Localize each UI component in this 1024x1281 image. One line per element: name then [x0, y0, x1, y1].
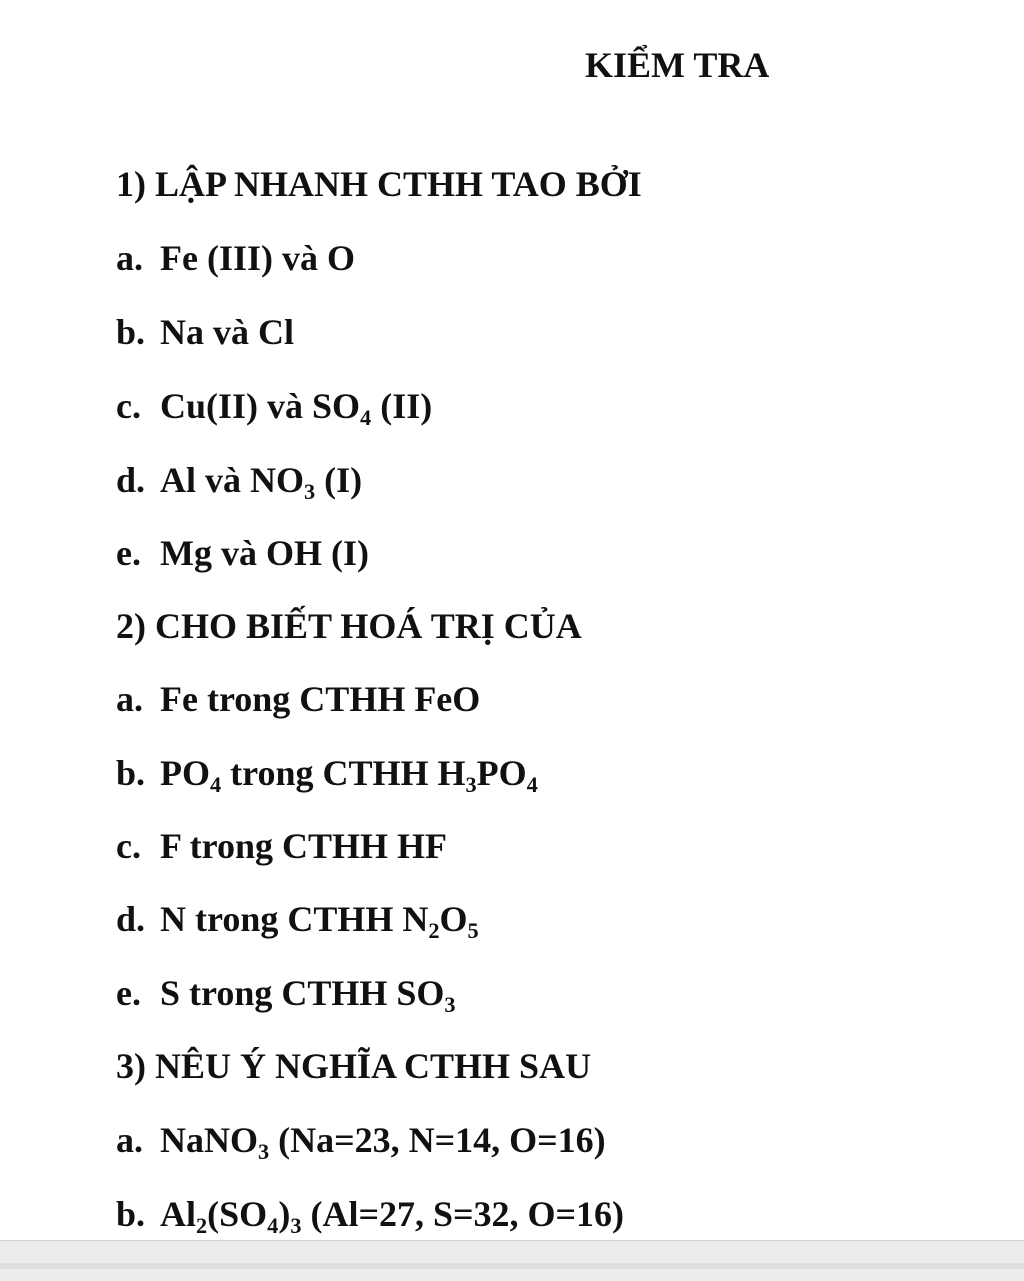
list-item [116, 828, 447, 864]
item-text: trong CTHH H [221, 753, 466, 793]
subscript: 2 [428, 918, 440, 944]
item-text: O [439, 899, 468, 939]
item-text: N trong CTHH N [160, 899, 429, 939]
item-label: c. [116, 386, 141, 426]
item-label: b. [116, 753, 146, 793]
item-text: Fe trong CTHH FeO [160, 679, 481, 719]
section-title: LẬP NHANH CTHH TAO BỞI [155, 164, 642, 204]
horizontal-scrollbar[interactable] [0, 1240, 1024, 1281]
item-text: Al và NO [160, 460, 304, 500]
subscript: 4 [526, 772, 538, 798]
list-item [116, 386, 433, 431]
subscript: 4 [210, 772, 222, 798]
item-label: a. [116, 1120, 143, 1160]
subscript: 4 [360, 405, 372, 431]
item-label: d. [116, 899, 146, 939]
section-number: 3) [116, 1046, 146, 1086]
item-label: c. [116, 826, 141, 866]
item-label: d. [116, 460, 146, 500]
subscript: 3 [258, 1139, 270, 1165]
section-3-heading [116, 1048, 591, 1084]
item-text: ) [278, 1194, 291, 1234]
section-number: 2) [116, 606, 146, 646]
item-text: S trong CTHH SO [160, 973, 445, 1013]
item-label: a. [116, 238, 143, 278]
item-text: (II) [371, 386, 433, 426]
list-item [116, 535, 369, 571]
item-text: Na và Cl [160, 312, 294, 352]
item-label: e. [116, 973, 141, 1013]
item-text: PO [476, 753, 527, 793]
item-text: Al [160, 1194, 196, 1234]
list-item [116, 460, 363, 505]
item-text: NaNO [160, 1120, 258, 1160]
item-label: b. [116, 1194, 146, 1234]
subscript: 3 [290, 1213, 302, 1239]
scrollbar-track[interactable] [0, 1263, 1024, 1269]
item-label: b. [116, 312, 146, 352]
list-item [116, 753, 538, 798]
item-text: Mg và OH (I) [160, 533, 369, 573]
item-text: (Na=23, N=14, O=16) [269, 1120, 606, 1160]
item-label: e. [116, 533, 141, 573]
item-label: a. [116, 679, 143, 719]
list-item [116, 973, 456, 1018]
page-title: KIỂM TRA [585, 45, 770, 85]
section-title: CHO BIẾT HOÁ TRỊ CỦA [155, 606, 582, 646]
item-text: (I) [315, 460, 363, 500]
subscript: 3 [465, 772, 477, 798]
list-item [116, 314, 294, 350]
subscript: 5 [467, 918, 479, 944]
subscript: 3 [444, 992, 456, 1018]
list-item [116, 899, 479, 944]
item-text: PO [160, 753, 210, 793]
subscript: 4 [267, 1213, 279, 1239]
section-1-heading [116, 166, 642, 202]
list-item [116, 240, 355, 276]
section-2-heading [116, 608, 582, 644]
item-text: Fe (III) và O [160, 238, 355, 278]
item-text: (SO [207, 1194, 268, 1234]
list-item [116, 1194, 625, 1239]
section-title: NÊU Ý NGHĨA CTHH SAU [155, 1046, 592, 1086]
list-item [116, 1120, 606, 1165]
item-text: (Al=27, S=32, O=16) [301, 1194, 625, 1234]
item-text: F trong CTHH HF [160, 826, 447, 866]
subscript: 3 [304, 479, 316, 505]
section-number: 1) [116, 164, 146, 204]
item-text: Cu(II) và SO [160, 386, 361, 426]
list-item [116, 681, 480, 717]
subscript: 2 [196, 1213, 208, 1239]
